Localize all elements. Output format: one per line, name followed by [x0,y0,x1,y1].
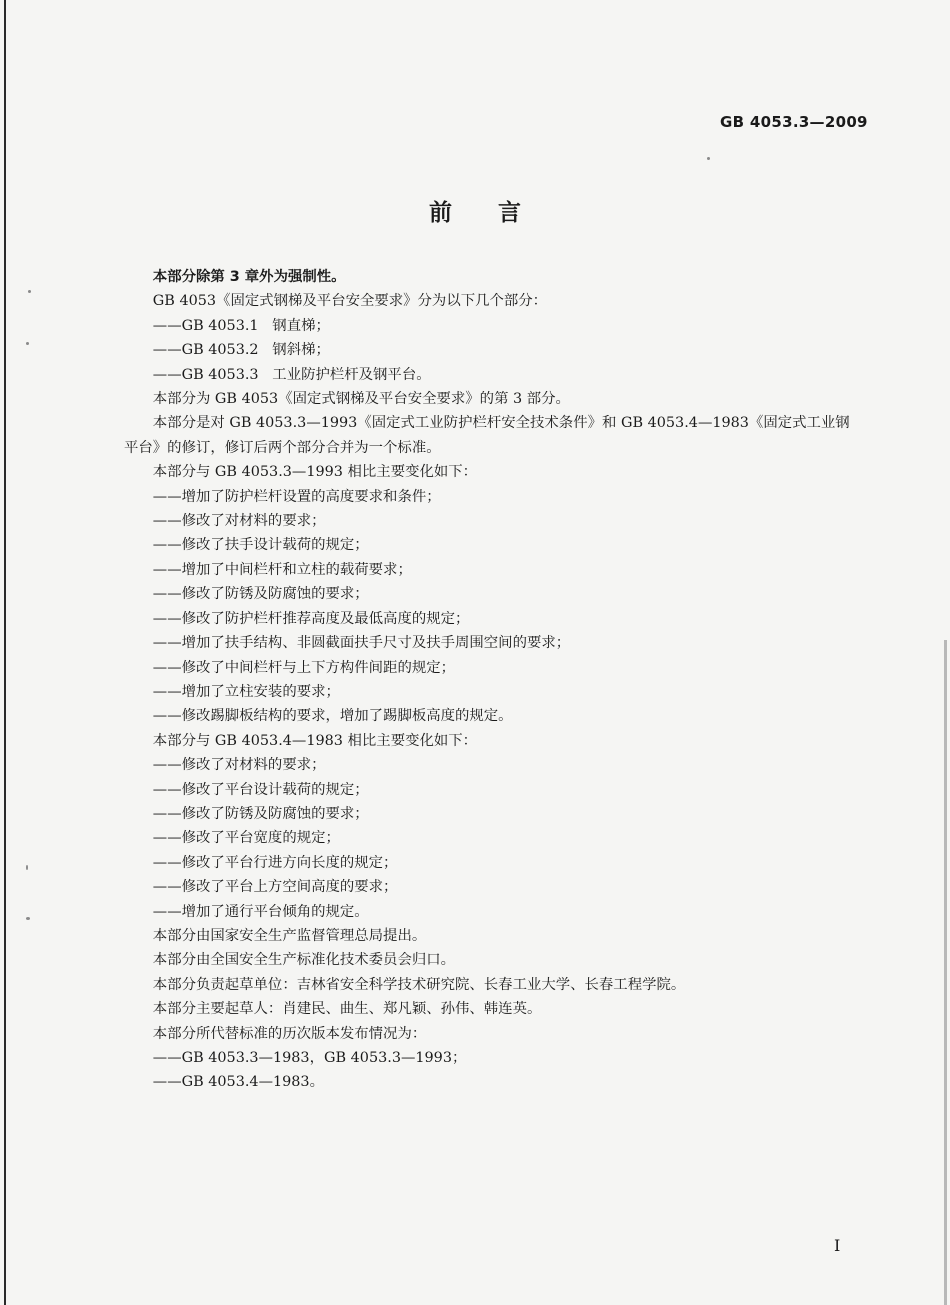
paragraph: 本部分所代替标准的历次版本发布情况为： [152,1025,427,1042]
list-item: ——修改了防护栏杆推荐高度及最低高度的规定； [152,610,470,627]
list-item: ——增加了立柱安装的要求； [152,683,340,700]
list-item: ——增加了防护栏杆设置的高度要求和条件； [152,488,441,505]
list-item: ——增加了中间栏杆和立柱的载荷要求； [152,561,412,578]
list-item: ——增加了通行平台倾角的规定。 [152,903,369,920]
paragraph: 本部分与 GB 4053.3—1993 相比主要变化如下： [152,464,478,481]
list-item: ——修改了防锈及防腐蚀的要求； [152,586,369,603]
list-item: ——修改了中间栏杆与上下方构件间距的规定； [152,659,456,676]
paragraph: 本部分负责起草单位：吉林省安全科学技术研究院、长春工业大学、长春工程学院。 [152,976,686,993]
page-title: 前言 [429,200,567,226]
paragraph: 本部分主要起草人：肖建民、曲生、郑凡颖、孙伟、韩连英。 [152,1001,542,1018]
list-item: ——修改了平台宽度的规定； [152,830,340,847]
list-item: ——GB 4053.2 钢斜梯； [152,342,330,359]
paragraph: 本部分为 GB 4053《固定式钢梯及平台安全要求》的第 3 部分。 [152,391,570,408]
standard-number: GB 4053.3—2009 [720,113,868,131]
list-item: ——修改了平台行进方向长度的规定； [152,854,398,871]
list-item: ——修改踢脚板结构的要求，增加了踢脚板高度的规定。 [152,708,513,725]
scan-right-edge [944,640,947,1305]
paragraph: 本部分由全国安全生产标准化技术委员会归口。 [152,952,456,969]
list-item: ——修改了对材料的要求； [152,513,326,530]
paragraph: 本部分与 GB 4053.4—1983 相比主要变化如下： [152,732,478,749]
list-item: ——修改了对材料的要求； [152,757,326,774]
paragraph: GB 4053《固定式钢梯及平台安全要求》分为以下几个部分： [152,293,548,310]
scan-speck [26,342,29,345]
list-item: ——修改了防锈及防腐蚀的要求； [152,805,369,822]
scan-speck [26,917,30,920]
list-item: ——修改了扶手设计载荷的规定； [152,537,369,554]
paragraph: 本部分除第 3 章外为强制性。 [152,269,346,285]
paragraph: 本部分是对 GB 4053.3—1993《固定式工业防护栏杆安全技术条件》和 GB 4053.4—1983《固定式工业钢平台》的修订，修订后两个部分合并为一个标准。 [124,415,850,456]
paragraph: 本部分由国家安全生产监督管理总局提出。 [152,927,427,944]
scan-speck [707,157,710,160]
list-item: ——GB 4053.4—1983。 [152,1074,324,1091]
page-number: I [834,1236,841,1255]
list-item: ——GB 4053.3 工业防护栏杆及钢平台。 [152,366,431,383]
foreword-body [124,265,854,1095]
scan-speck [28,290,31,293]
list-item: ——GB 4053.3—1983，GB 4053.3—1993； [152,1050,467,1066]
list-item: ——GB 4053.1 钢直梯； [152,317,330,334]
list-item: ——修改了平台上方空间高度的要求； [152,879,398,896]
scan-speck [26,865,28,870]
list-item: ——修改了平台设计载荷的规定； [152,781,369,798]
list-item: ——增加了扶手结构、非圆截面扶手尺寸及扶手周围空间的要求； [152,635,571,652]
